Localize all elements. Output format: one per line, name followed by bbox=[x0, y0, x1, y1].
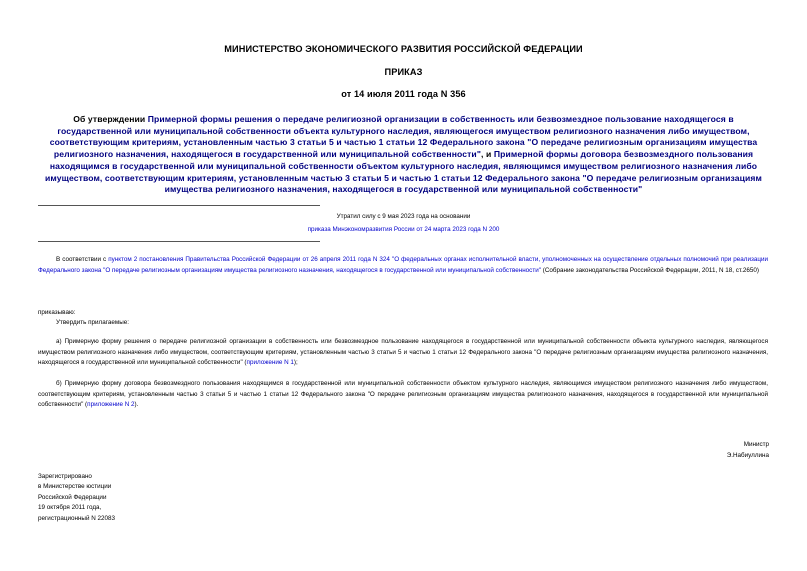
preamble-link[interactable]: пунктом 2 постановления Правительства Российской Федерации от 26 апреля 2011 года N 324 "О федеральных органах исполнительной власти, уполномоченных на осуществление отдельных полномочий при реализации Федерального закона "О передаче религиозным организациям имущества религиозного назначения, находящегося в государственной или муниципальной собственности" bbox=[38, 256, 769, 274]
title-line-7[interactable]: имущества религиозного назначения, находящегося в государственной или муниципальной собственности" bbox=[164, 184, 643, 195]
divider-top bbox=[38, 205, 320, 206]
registration-line-3: Российской Федерации bbox=[38, 493, 107, 501]
item-a-end: ); bbox=[293, 359, 298, 367]
title-line-2[interactable]: государственной или муниципальной собственности объекта культурного наследия, являющегося имуществом религиозного назначения либо имуществом, bbox=[57, 125, 750, 136]
appendix-2-link[interactable]: приложение N 2 bbox=[87, 401, 135, 409]
title-link-form-contract[interactable]: Примерной формы договора безвозмездного пользования bbox=[493, 149, 754, 160]
doc-type: ПРИКАЗ bbox=[384, 67, 423, 77]
title-and: , и bbox=[481, 149, 494, 160]
registration-line-2: в Министерстве юстиции bbox=[38, 483, 112, 491]
registration-block bbox=[38, 472, 115, 524]
title-line-6[interactable]: имуществом, соответствующим критериям, установленным частью 3 статьи 5 и частью 1 статьи 12 Федерального закона "О передаче религиозным организациям bbox=[45, 172, 762, 183]
title-prefix: Об утверждении bbox=[73, 114, 148, 124]
item-b-text: б) Примерную форму договора безвозмездного пользования находящимся в государственной или муниципальной собственности объектом культурного наследия, являющимся имуществом религиозного назначения либо имуществом, соответствующим критериям, установленным частью 3 статьи 5 и частью 1 статьи 12 Федерального закона "О передаче религиозным организациям имущества религиозного назначения, находящегося в государственной или муниципальной собственности" ( bbox=[38, 380, 768, 409]
divider-bottom bbox=[38, 241, 320, 242]
signature-name: Э.Набиуллина bbox=[726, 452, 769, 459]
item-b-end: ). bbox=[134, 401, 139, 409]
registration-line-5: регистрационный N 22083 bbox=[38, 514, 116, 522]
registration-line-4: 19 октября 2011 года, bbox=[38, 504, 102, 512]
appendix-1-link[interactable]: приложение N 1 bbox=[246, 359, 294, 367]
document-title bbox=[30, 114, 777, 196]
status-link[interactable]: приказа Минэкономразвития России от 24 марта 2023 года N 200 bbox=[307, 226, 500, 233]
item-b bbox=[38, 379, 768, 411]
item-a bbox=[38, 337, 768, 369]
title-line-5[interactable]: находящимся в государственной или муниципальной собственности объектом культурного наследия, являющимся имуществом религиозного назначения либо bbox=[49, 160, 758, 171]
title-line-4[interactable]: религиозного назначения, находящегося в государственной или муниципальной собственности" bbox=[53, 149, 481, 160]
status-line: Утратил силу с 9 мая 2023 года на основании bbox=[336, 213, 471, 220]
order-word: приказываю: bbox=[38, 309, 76, 316]
preamble-text: В соответствии с bbox=[56, 256, 109, 263]
approve-text: Утвердить прилагаемые: bbox=[56, 319, 129, 326]
doc-date-number: от 14 июля 2011 года N 356 bbox=[341, 89, 466, 99]
preamble bbox=[38, 255, 768, 276]
title-link-form-decision[interactable]: Примерной формы решения о передаче религиозной организации в собственность или безвозмездное пользование находящегося в bbox=[147, 114, 734, 124]
preamble-source: (Собрание законодательства Российской Федерации, 2011, N 18, ст.2650) bbox=[540, 266, 759, 274]
registration-line-1: Зарегистрировано bbox=[38, 473, 92, 480]
item-a-text: а) Примерную форму решения о передаче религиозной организации в собственность или безвозмездное пользование находящегося в государственной или муниципальной собственности объекта культурного наследия, являющегося имуществом религиозного назначения либо имуществом, соответствующим критериям, установленным частью 3 статьи 5 и частью 1 статьи 12 Федерального закона "О передаче религиозным организациям имущества религиозного назначения, находящегося в государственной или муниципальной собственности" ( bbox=[38, 338, 768, 367]
signature-title: Министр bbox=[743, 441, 769, 448]
ministry-name: МИНИСТЕРСТВО ЭКОНОМИЧЕСКОГО РАЗВИТИЯ РОССИЙСКОЙ ФЕДЕРАЦИИ bbox=[224, 44, 583, 54]
title-line-3[interactable]: соответствующим критериям, установленным частью 3 статьи 5 и частью 1 статьи 12 Федерального закона "О передаче религиозным организациям имущества bbox=[49, 137, 758, 148]
